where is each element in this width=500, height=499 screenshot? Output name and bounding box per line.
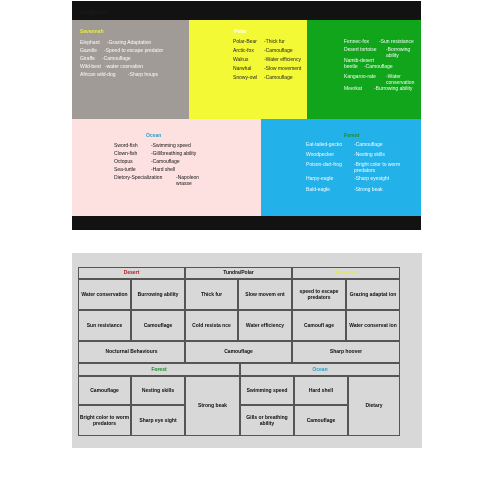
desert-animal: Kangaroo-rate bbox=[344, 74, 376, 80]
table-cell: Sharp eye sight bbox=[131, 405, 185, 436]
forest-animal: Poison-dart-frog bbox=[306, 162, 342, 168]
savannah-trait: -Grazing Adaptation bbox=[107, 40, 152, 46]
table-cell: Swimming speed bbox=[240, 376, 294, 405]
savannah-trait: -water cosrvation bbox=[105, 64, 144, 70]
table-cell: Grazing adaptat ion bbox=[346, 279, 400, 310]
table-cell: speed to escape predators bbox=[292, 279, 346, 310]
ocean-animal: Clown-fish bbox=[114, 151, 138, 157]
tundra-trait: -Thick fur bbox=[264, 39, 285, 45]
table-cell: Slow movem ent bbox=[238, 279, 292, 310]
desert-animal: Meerkat bbox=[344, 86, 363, 92]
table-cell: Water conservation bbox=[78, 279, 131, 310]
ocean-animal: Sword-fish bbox=[114, 143, 138, 149]
table-header-forest: Forest bbox=[78, 363, 240, 376]
table-cell: Camouflage bbox=[185, 341, 292, 363]
forest-trait: -Sharp eyesight bbox=[354, 176, 390, 182]
forest-trait: -Nesting skills bbox=[354, 152, 385, 158]
forest-animal: Woodpecker bbox=[306, 152, 334, 158]
ocean-animal: Dietory-Specialization bbox=[114, 175, 163, 181]
tundra-trait: -Camouflage bbox=[264, 48, 293, 54]
desert-trait: -Burrowing ability bbox=[374, 86, 413, 92]
desert-trait: -Water conservation bbox=[386, 74, 415, 86]
table-cell: Camouflage bbox=[131, 310, 185, 341]
table-cell: Strong beak bbox=[185, 376, 240, 436]
forest-animal: Harpy-eagle bbox=[306, 176, 334, 182]
desert-trait: -Borrowing ability bbox=[386, 47, 411, 59]
ocean-animal: Octopus bbox=[114, 159, 133, 165]
table-cell: Nocturnal Behaviours bbox=[78, 341, 185, 363]
tundra-animal: Polar-Bear bbox=[233, 39, 257, 45]
table-cell: Cold resista nce bbox=[185, 310, 238, 341]
table-cell: Water conservat ion bbox=[346, 310, 400, 341]
savannah-trait: -Speed to escape predator bbox=[104, 48, 164, 54]
ocean-animal: Sea-turtle bbox=[114, 167, 136, 173]
savannah-animal: African wild-dog bbox=[80, 72, 116, 78]
table-cell: Camoufl age bbox=[292, 310, 346, 341]
table-header-ocean: Ocean bbox=[240, 363, 400, 376]
forest-title: Forest bbox=[344, 133, 360, 139]
table-cell: Camouflage bbox=[294, 405, 348, 436]
tundra-animal: Arctic-fox bbox=[233, 48, 254, 54]
savannah-animal: Gazelle bbox=[80, 48, 97, 54]
forest-animal: Bald-eagle bbox=[306, 187, 330, 193]
table-cell: Camouflage bbox=[78, 376, 131, 405]
forest-trait: -Camouflage bbox=[354, 142, 383, 148]
table-header-desert: Desert bbox=[78, 267, 185, 279]
tundra-trait: -Water efficiency bbox=[264, 57, 301, 63]
tundra-animal: Snowy-owl bbox=[233, 75, 258, 81]
desert-trait: -Sun resistance bbox=[379, 39, 414, 45]
board-title: Adaptation bbox=[80, 10, 109, 16]
ocean-trait: -Hard shell bbox=[151, 167, 176, 173]
savannah-animal: Giraffe bbox=[80, 56, 95, 62]
tundra-animal: Walrus bbox=[233, 57, 249, 63]
ocean-trait: -Camouflage bbox=[151, 159, 180, 165]
table-cell: Bright color to worm predators bbox=[78, 405, 131, 436]
forest-trait: -Bright color to worm predators bbox=[354, 162, 401, 174]
table-cell: Thick fur bbox=[185, 279, 238, 310]
savannah-trait: -Camouflage bbox=[102, 56, 131, 62]
ocean-trait: -Swimming speed bbox=[151, 143, 191, 149]
desert-trait: -Camouflage bbox=[364, 64, 393, 70]
ocean-title: Ocean bbox=[146, 133, 162, 139]
forest-trait: -Strong beak bbox=[354, 187, 383, 193]
desert-animal: Namib-desert beetle bbox=[344, 58, 375, 70]
tundra-animal: Narwhal bbox=[233, 66, 252, 72]
savannah-title: Savannah bbox=[80, 29, 104, 35]
ocean-trait: -Napoleon wrasse bbox=[176, 175, 200, 187]
table-cell: Sun resistance bbox=[78, 310, 131, 341]
table-cell: Hard shell bbox=[294, 376, 348, 405]
ocean-trait: -Gill/breathing ability bbox=[151, 151, 197, 157]
table-cell: Gills or breathing ability bbox=[240, 405, 294, 436]
desert-animal: Desert tortoise bbox=[344, 47, 377, 53]
savannah-animal: Elephant bbox=[80, 40, 100, 46]
savannah-animal: Wild-best bbox=[80, 64, 101, 70]
savannah-trait: -Sharp houps bbox=[128, 72, 159, 78]
table-header-tundra: Tundra/Polar bbox=[185, 267, 292, 279]
table-cell: Nesting skills bbox=[131, 376, 185, 405]
tundra-trait: -Slow movement bbox=[264, 66, 302, 72]
tundra-title: Polar bbox=[234, 29, 247, 35]
table-cell: Water efficiency bbox=[238, 310, 292, 341]
table-header-savannah: Savannah bbox=[292, 267, 400, 279]
desert-animal: Fennec-fox bbox=[344, 39, 370, 45]
table-cell: Sharp hoover bbox=[292, 341, 400, 363]
tundra-trait: -Camouflage bbox=[264, 75, 293, 81]
forest-animal: Eat-tailed-gecko bbox=[306, 142, 343, 148]
table-cell: Burrowing ability bbox=[131, 279, 185, 310]
table-cell: Dietary bbox=[348, 376, 400, 436]
